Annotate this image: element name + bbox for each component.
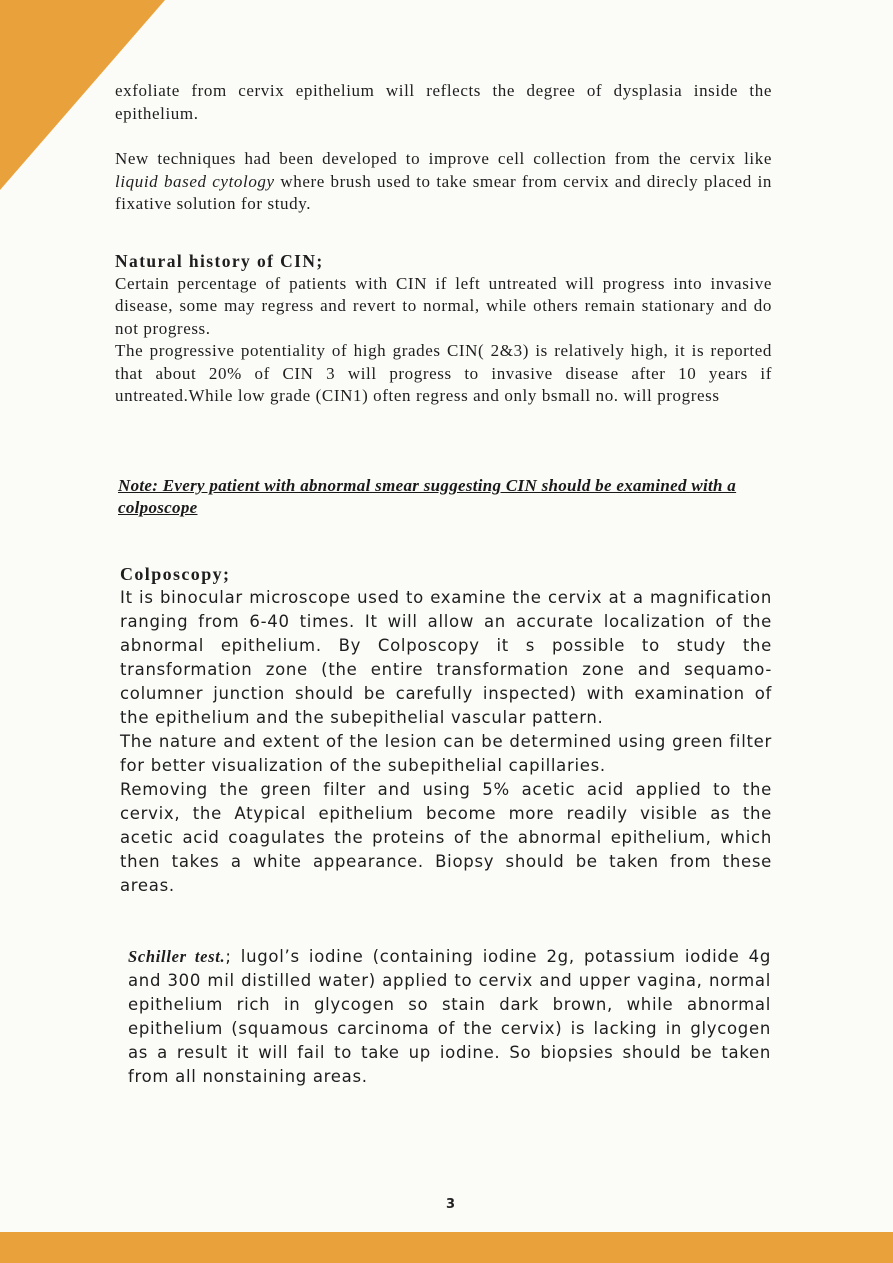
- colposcopy-para-3: Removing the green filter and using 5% acetic acid applied to the cervix, the Atypical epithelium become more readily visible as the acetic acid coagulates the proteins of the abnormal epithelium, which then takes a white appearance. Biopsy should be taken from these areas.: [120, 780, 772, 895]
- schiller-test-label: Schiller test.: [128, 947, 226, 966]
- note-colposcope: Note: Every patient with abnormal smear suggesting CIN should be examined with a colposcope: [118, 476, 737, 517]
- page-number: 3: [446, 1197, 456, 1212]
- colposcopy-section: [120, 562, 772, 898]
- natural-history-para-1: Certain percentage of patients with CIN if left untreated will progress into invasive disease, some may regress and revert to normal, while others remain stationary and do not progress.: [115, 273, 772, 338]
- schiller-section: [128, 945, 771, 1089]
- techniques-text-start: New techniques had been developed to improve cell collection from the cervix like: [115, 149, 772, 168]
- intro-text: exfoliate from cervix epithelium will reflects the degree of dysplasia inside the epithelium.: [115, 81, 772, 123]
- schiller-text: ; lugol’s iodine (containing iodine 2g, potassium iodide 4g and 300 mil distilled water) applied to cervix and upper vagina, normal epithelium rich in glycogen so stain dark brown, while abnormal epithelium (squamous carcinoma of the cervix) is lacking in glycogen as a result it will fail to take up iodine. So biopsies should be taken from all nonstaining areas.: [128, 947, 771, 1086]
- natural-history-heading: Natural history of CIN;: [115, 251, 324, 271]
- colposcopy-heading: Colposcopy;: [120, 564, 231, 584]
- natural-history-para-2: The progressive potentiality of high grades CIN( 2&3) is relatively high, it is reported that about 20% of CIN 3 will progress to invasive disease after 10 years if untreated.While low grade (CIN1) often regress and only bsmall no. will progress: [115, 341, 772, 405]
- techniques-paragraph: [115, 148, 772, 216]
- natural-history-section: [115, 250, 772, 408]
- techniques-text-end: where brush used to take smear from cervix and direcly placed in fixative solution for study.: [115, 171, 772, 213]
- intro-paragraph: [115, 80, 772, 125]
- colposcopy-para-1: It is binocular microscope used to examine the cervix at a magnification ranging from 6-40 times. It will allow an accurate localization of the abnormal epithelium. By Colposcopy it s possible to study the transformation zone (the entire transformation zone and sequamo-columner junction should be carefully inspected) with examination of the epithelium and the subepithelial vascular pattern.: [120, 588, 772, 727]
- liquid-cytology-term: liquid based cytology: [115, 171, 275, 191]
- colposcopy-para-2: The nature and extent of the lesion can be determined using green filter for better visualization of the subepithelial capillaries.: [120, 732, 772, 775]
